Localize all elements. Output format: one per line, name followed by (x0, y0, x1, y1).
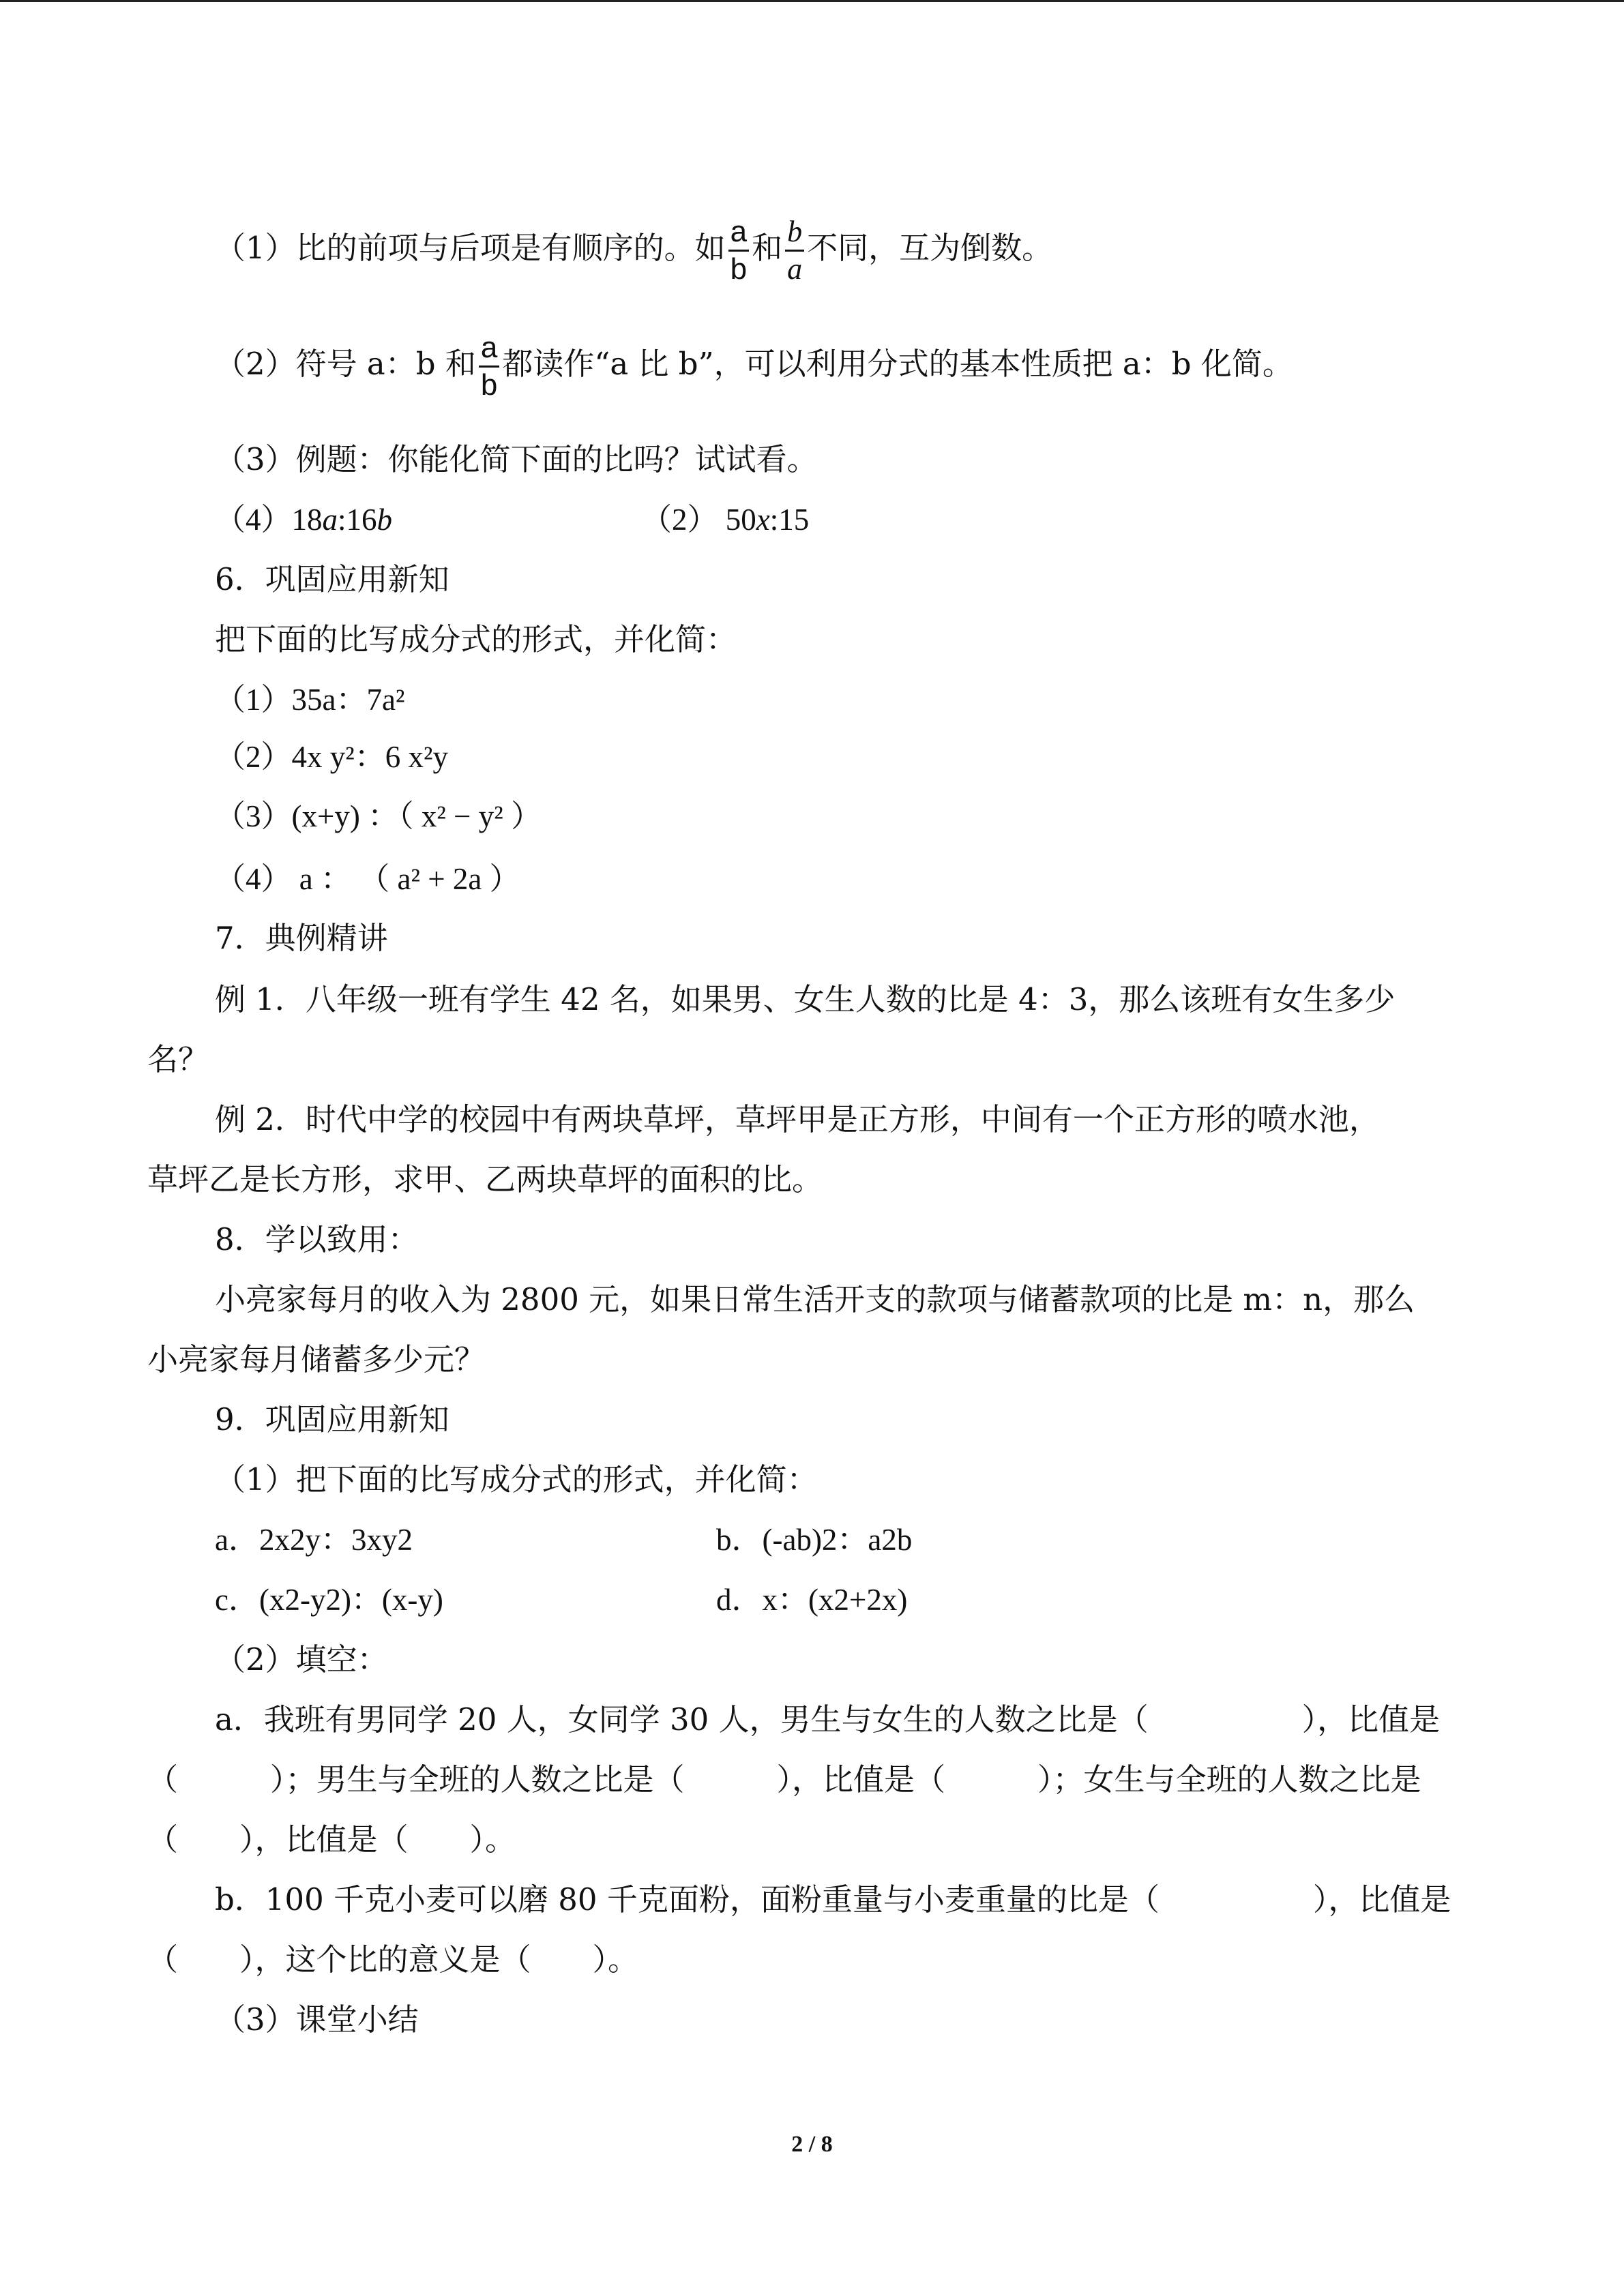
section-heading-6: 6．巩固应用新知 (215, 561, 449, 597)
text: :16 (338, 503, 377, 537)
fraction-a-over-b (479, 333, 499, 400)
fill-blank-a-continued: （ ）；男生与全班的人数之比是（ ），比值是（ ）；女生与全班的人数之比是 (147, 1761, 1421, 1798)
exercise-item: （4） a ： （ a² + 2a ） (215, 862, 520, 896)
line-ratio-order (215, 217, 1052, 284)
problem-text-continued: 小亮家每月储蓄多少元？ (147, 1341, 486, 1377)
denominator: a (787, 252, 803, 286)
section-6-intro: 把下面的比写成分式的形式，并化简： (215, 621, 737, 657)
problem-text: 小亮家每月的收入为 2800 元，如果日常生活开支的款项与储蓄款项的比是 m：n，那么 (215, 1281, 1415, 1317)
numerator: b (785, 217, 804, 252)
example-2: 例 2．时代中学的校园中有两块草坪，草坪甲是正方形，中间有一个正方形的喷水池， (215, 1101, 1380, 1137)
text: :15 (769, 503, 810, 537)
numerator: a (728, 217, 749, 252)
page-top-border (0, 0, 1624, 2)
example-1: 例 1．八年级一班有学生 42 名，如果男、女生人数的比是 4：3，那么该班有女生多少 (215, 981, 1396, 1017)
question-item-b: b．(-ab)2：a2b (716, 1523, 913, 1557)
variable: b (377, 503, 393, 537)
question-item-c: c．(x2-y2)：(x-y) (215, 1583, 443, 1617)
denominator: b (480, 368, 498, 402)
page-number: 2 / 8 (791, 2132, 833, 2157)
line-example-ratio-1 (215, 499, 392, 540)
question-item-d: d．x：(x2+2x) (716, 1583, 908, 1617)
fill-blank-a: a．我班有男同学 20 人，女同学 30 人，男生与女生的人数之比是（ ），比值是 (215, 1701, 1441, 1738)
text: 和 (752, 230, 783, 266)
question-3-summary: （3）课堂小结 (215, 2001, 419, 2038)
exercise-item: （3）(x+y) ：（ x² − y² ） (215, 799, 542, 833)
fill-blank-a-continued: （ ），比值是（ ）。 (147, 1821, 516, 1858)
fraction-a-over-b (728, 217, 749, 284)
exercise-item: （2）4x y²：6 x²y (215, 740, 448, 774)
fill-blank-b: b．100 千克小麦可以磨 80 千克面粉，面粉重量与小麦重量的比是（ ），比值是 (215, 1881, 1451, 1918)
example-1-continued: 名？ (147, 1041, 209, 1077)
example-2-continued: 草坪乙是长方形，求甲、乙两块草坪的面积的比。 (147, 1161, 823, 1197)
question-1: （1）把下面的比写成分式的形式，并化简： (215, 1461, 818, 1497)
fraction-b-over-a (785, 217, 804, 284)
line-example-prompt: （3）例题：你能化简下面的比吗？试试看。 (215, 441, 818, 477)
section-heading-8: 8．学以致用： (215, 1221, 419, 1257)
line-example-ratio-2 (641, 499, 809, 540)
question-item-a: a．2x2y：3xy2 (215, 1523, 413, 1557)
text: 不同，互为倒数。 (807, 230, 1053, 266)
text: 都读作“a 比 b”，可以利用分式的基本性质把 a：b 化简。 (502, 346, 1293, 382)
text: （1）比的前项与后项是有顺序的。如 (215, 230, 726, 266)
line-ratio-symbol (215, 333, 1293, 400)
question-2: （2）填空： (215, 1641, 388, 1678)
section-heading-7: 7．典例精讲 (215, 920, 388, 956)
text: （4）18 (215, 503, 323, 537)
text: （2）符号 a：b 和 (215, 346, 476, 382)
exercise-item: （1）35a：7a² (215, 683, 405, 717)
variable: x (756, 503, 770, 537)
numerator: a (479, 333, 499, 368)
text: （2） 50 (641, 503, 756, 537)
denominator: b (730, 252, 748, 286)
section-heading-9: 9．巩固应用新知 (215, 1401, 449, 1437)
fill-blank-b-continued: （ ），这个比的意义是（ ）。 (147, 1941, 639, 1978)
variable: a (322, 503, 338, 537)
